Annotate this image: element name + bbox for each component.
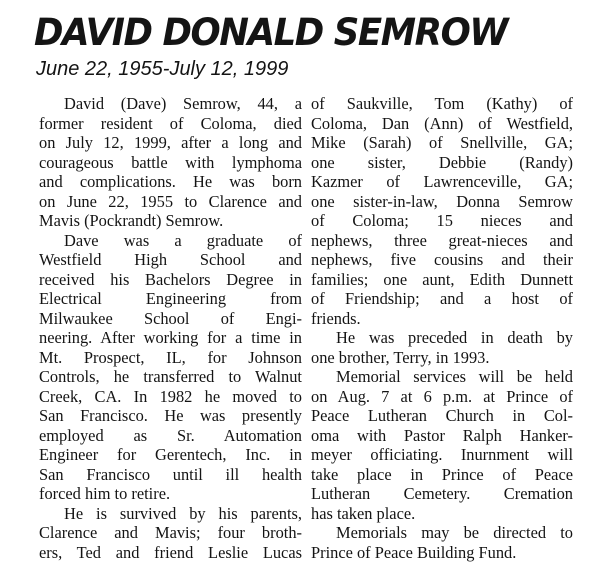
text-line: He was preceded in death by [336,328,573,347]
text-line: one sister, Debbie (Randy) [311,152,573,172]
text-line: and complications. He was born [39,172,302,191]
obituary-dates: June 22, 1955-July 12, 1999 [36,58,289,80]
text-line: ers, Ted and friend Leslie Lucas [39,542,302,562]
text-line: former resident of Coloma, died [39,113,302,133]
text-line: Mike (Sarah) of Snellville, GA; [311,133,573,152]
text-line: Lutheran Cemetery. Cremation [311,484,573,503]
text-line: David (Dave) Semrow, 44, a [64,94,302,113]
text-line: Memorials may be directed to [336,523,573,542]
text-line: take place in Prince of Peace [311,464,573,484]
text-line: Mavis (Pockrandt) Semrow. [39,211,224,230]
text-line: Electrical Engineering from [39,289,302,308]
text-line: Mt. Prospect, IL, for Johnson [39,347,302,367]
text-line: Engineer for Gerentech, Inc. in [39,445,302,464]
obituary-right-column [311,94,573,562]
text-line: San Francisco until ill health [39,464,302,484]
text-line: Westfield High School and [39,250,302,269]
text-line: He is survived by his parents, [64,503,302,523]
text-line: Coloma, Dan (Ann) of Westfield, [311,113,573,133]
text-line: San Francisco. He was presently [39,406,302,425]
text-line: on Aug. 7 at 6 p.m. at Prince of [311,386,573,406]
text-line: families; one aunt, Edith Dunnett [311,269,573,289]
text-line: Clarence and Mavis; four broth- [39,523,302,542]
text-line: received his Bachelors Degree in [39,269,302,289]
text-line: on June 22, 1955 to Clarence and [39,191,302,211]
text-line: of Friendship; and a host of [311,289,573,308]
text-line: Controls, he transferred to Walnut [39,367,302,386]
text-line: courageous battle with lymphoma [39,152,302,172]
text-line: has taken place. [311,503,416,523]
text-line: of Saukville, Tom (Kathy) of [311,94,573,113]
text-line: one sister-in-law, Donna Semrow [311,191,573,211]
text-line: Peace Lutheran Church in Col- [311,406,573,425]
text-line: on July 12, 1999, after a long and [39,133,302,152]
obituary-left-column [39,94,302,562]
text-line: Prince of Peace Building Fund. [311,542,517,562]
text-line: Dave was a graduate of [64,230,302,250]
text-line: oma with Pastor Ralph Hanker- [311,425,573,445]
text-line: one brother, Terry, in 1993. [311,347,490,367]
text-line: neering. After working for a time in [39,328,302,347]
text-line: meyer officiating. Inurnment will [311,445,573,464]
text-line: Creek, CA. In 1982 he moved to [39,386,302,406]
text-line: Memorial services will be held [336,367,573,386]
text-line: forced him to retire. [39,484,171,503]
text-line: nephews, five cousins and their [311,250,573,269]
obituary-name-heading: DAVID DONALD SEMROW [34,11,508,54]
text-line: Milwaukee School of Engi- [39,308,302,328]
text-line: friends. [311,308,361,328]
text-line: nephews, three great-nieces and [311,230,573,250]
text-line: of Coloma; 15 nieces and [311,211,573,230]
text-line: Kazmer of Lawrenceville, GA; [311,172,573,191]
text-line: employed as Sr. Automation [39,425,302,445]
